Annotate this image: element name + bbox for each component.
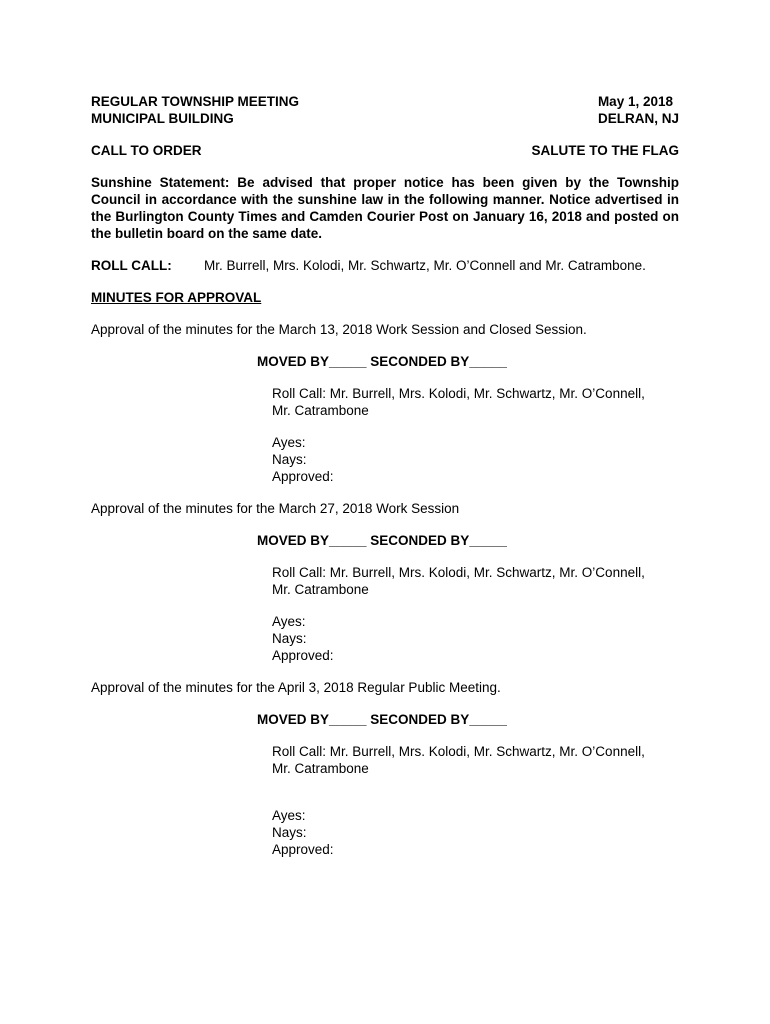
roll-call-line: Roll Call: Mr. Burrell, Mrs. Kolodi, Mr. Schwartz, Mr. O’Connell, [272,565,645,580]
nays-label: Nays: [272,631,307,646]
approval-text: Approval of the minutes for the March 13, 2018 Work Session and Closed Session. [91,322,587,337]
moved-seconded: MOVED BY_____ SECONDED BY_____ [257,712,507,727]
approval-item [91,321,679,485]
ayes-label: Ayes: [272,614,306,629]
approval-item [91,679,679,858]
nays-label: Nays: [272,452,307,467]
roll-call-line: Roll Call: Mr. Burrell, Mrs. Kolodi, Mr. Schwartz, Mr. O’Connell, [272,386,645,401]
document-page [91,93,679,858]
salute-to-flag: SALUTE TO THE FLAG [531,143,679,158]
approval-text: Approval of the minutes for the March 27, 2018 Work Session [91,501,460,516]
moved-seconded: MOVED BY_____ SECONDED BY_____ [257,354,507,369]
roll-call-line: Mr. Catrambone [272,761,369,776]
call-to-order: CALL TO ORDER [91,143,202,158]
roll-call-label: ROLL CALL: [91,258,172,273]
ayes-label: Ayes: [272,435,306,450]
meeting-date: May 1, 2018 [597,94,673,109]
approved-label: Approved: [272,469,334,484]
sunshine-statement: Sunshine Statement: Be advised that proper notice has been given by the Township Council in accordance with the sunshine law in the following manner. Notice advertised in the Burlington County Times and Camden Courier Post on January 16, 2018 and posted on the bulletin board on the same date. [91,175,679,241]
approved-label: Approved: [272,842,334,857]
roll-call-line: Mr. Catrambone [272,403,369,418]
roll-call [91,257,679,274]
roll-call-members: Mr. Burrell, Mrs. Kolodi, Mr. Schwartz, Mr. O’Connell and Mr. Catrambone. [204,258,646,273]
moved-seconded: MOVED BY_____ SECONDED BY_____ [257,533,507,548]
header-row-2 [91,110,679,127]
approval-text: Approval of the minutes for the April 3, 2018 Regular Public Meeting. [91,680,501,695]
ayes-label: Ayes: [272,808,306,823]
minutes-heading: MINUTES FOR APPROVAL [91,290,262,305]
roll-call-line: Mr. Catrambone [272,582,369,597]
approved-label: Approved: [272,648,334,663]
meeting-type: REGULAR TOWNSHIP MEETING [91,94,300,109]
roll-call-line: Roll Call: Mr. Burrell, Mrs. Kolodi, Mr. Schwartz, Mr. O’Connell, [272,744,645,759]
approval-item [91,500,679,664]
nays-label: Nays: [272,825,307,840]
header-row-3 [91,142,679,159]
header-row-1 [91,93,679,110]
meeting-city: DELRAN, NJ [597,111,679,126]
meeting-location: MUNICIPAL BUILDING [91,111,234,126]
